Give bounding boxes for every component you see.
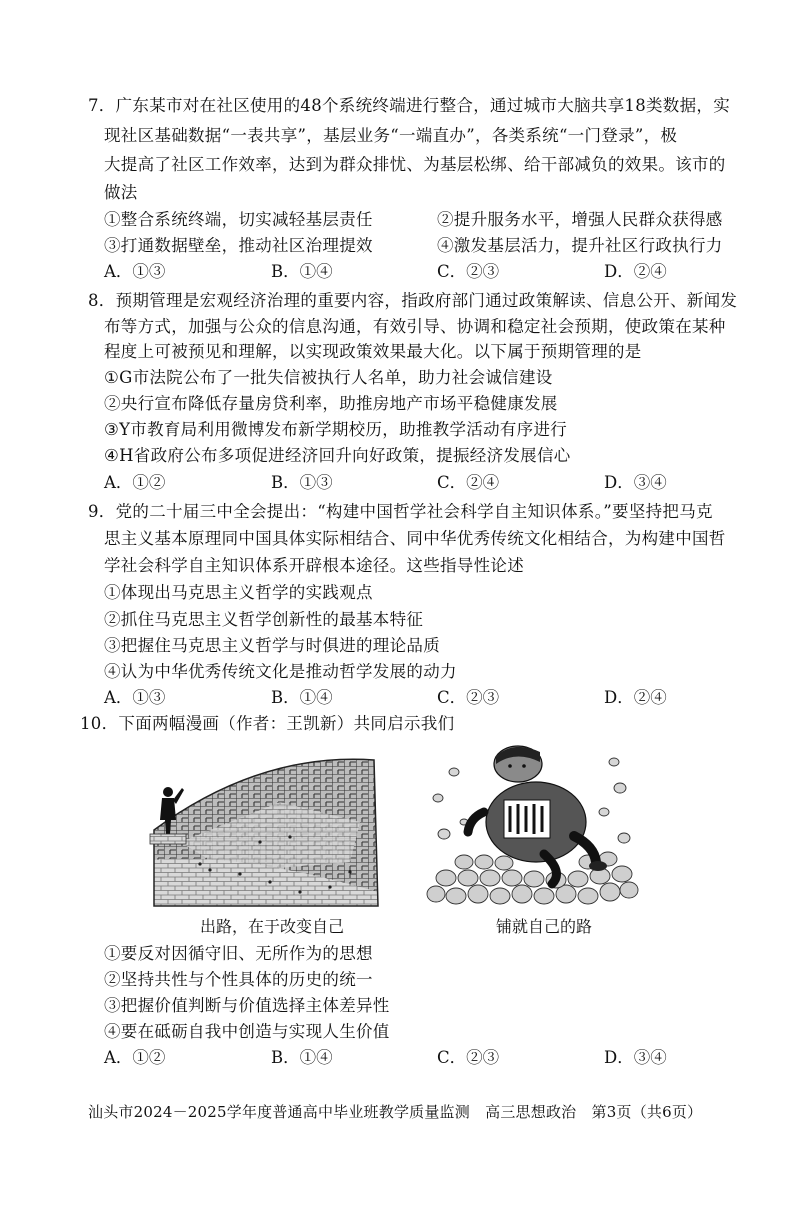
q10-statement-2: ②坚持共性与个性具体的历史的统一 [104,970,373,989]
q7-line-1: 7．广东某市对在社区使用的48个系统终端进行整合，通过城市大脑共享18类数据，实 [88,96,730,115]
q9-option-b: B．①④ [271,688,333,707]
paving-comic-caption: 铺就自己的路 [496,917,593,936]
maze-comic-image [140,742,380,910]
q10-option-a: A．①② [104,1048,166,1067]
q7-statement-1: ①整合系统终端，切实减轻基层责任 [104,210,373,229]
q9-option-d: D．②④ [604,688,667,707]
maze-comic-caption: 出路，在于改变自己 [200,917,345,936]
q8-statement-3: ③Y市教育局利用微博发布新学期校历，助推教学活动有序进行 [104,420,568,439]
q9-statement-3: ③把握住马克思主义哲学与时俱进的理论品质 [104,636,440,655]
q8-line-2: 布等方式，加强与公众的信息沟通，有效引导、协调和稳定社会预期，使政策在某种 [104,317,726,336]
q9-option-a: A．①③ [104,688,166,707]
q7-option-d: D．②④ [604,262,667,281]
q9-line-2: 思主义基本原理同中国具体实际相结合、同中华优秀传统文化相结合，为构建中国哲 [104,529,726,548]
q9-line-3: 学社会科学自主知识体系开辟根本途径。这些指导性论述 [104,556,524,575]
q9-statement-1: ①体现出马克思主义哲学的实践观点 [104,583,373,602]
q8-line-1: 8．预期管理是宏观经济治理的重要内容，指政府部门通过政策解读、信息公开、新闻发 [88,291,738,310]
q8-statement-1: ①G市法院公布了一批失信被执行人名单，助力社会诚信建设 [104,368,553,387]
q9-line-1: 9．党的二十届三中全会提出：“构建中国哲学社会科学自主知识体系。”要坚持把马克 [88,502,713,521]
q8-option-a: A．①② [104,473,166,492]
q9-statement-2: ②抓住马克思主义哲学创新性的最基本特征 [104,610,424,629]
q7-statement-3: ③打通数据壁垒，推动社区治理提效 [104,236,373,255]
q8-option-c: C．②④ [437,473,500,492]
q10-statement-3: ③把握价值判断与价值选择主体差异性 [104,996,390,1015]
q7-option-a: A．①③ [104,262,166,281]
q10-statement-1: ①要反对因循守旧、无所作为的思想 [104,944,373,963]
q7-option-c: C．②③ [437,262,500,281]
q8-option-b: B．①③ [271,473,333,492]
q10-option-d: D．③④ [604,1048,667,1067]
q8-statement-2: ②央行宣布降低存量房贷利率，助推房地产市场平稳健康发展 [104,394,558,413]
paving-road-comic-image [424,742,640,908]
q7-statement-4: ④激发基层活力，提升社区行政执行力 [437,236,723,255]
q7-line-2: 现社区基础数据“一表共享”，基层业务“一端直办”，各类系统“一门登录”，极 [104,126,678,145]
q7-statement-2: ②提升服务水平，增强人民群众获得感 [437,210,723,229]
q10-option-c: C．②③ [437,1048,500,1067]
q8-line-3: 程度上可被预见和理解，以实现政策效果最大化。以下属于预期管理的是 [104,342,642,361]
q8-option-d: D．③④ [604,473,667,492]
q7-line-4: 做法 [104,183,138,202]
q7-line-3: 大提高了社区工作效率，达到为群众排忧、为基层松绑、给干部减负的效果。该市的 [104,155,726,174]
page-footer: 汕头市2024－2025学年度普通高中毕业班教学质量监测 高三思想政治 第3页（共6页） [88,1103,703,1121]
q9-statement-4: ④认为中华优秀传统文化是推动哲学发展的动力 [104,662,457,681]
q10-option-b: B．①④ [271,1048,333,1067]
q7-option-b: B．①④ [271,262,333,281]
q10-statement-4: ④要在砥砺自我中创造与实现人生价值 [104,1022,390,1041]
q10-line-1: 10．下面两幅漫画（作者：王凯新）共同启示我们 [80,714,455,733]
q9-option-c: C．②③ [437,688,500,707]
q8-statement-4: ④H省政府公布多项促进经济回升向好政策，提振经济发展信心 [104,446,571,465]
